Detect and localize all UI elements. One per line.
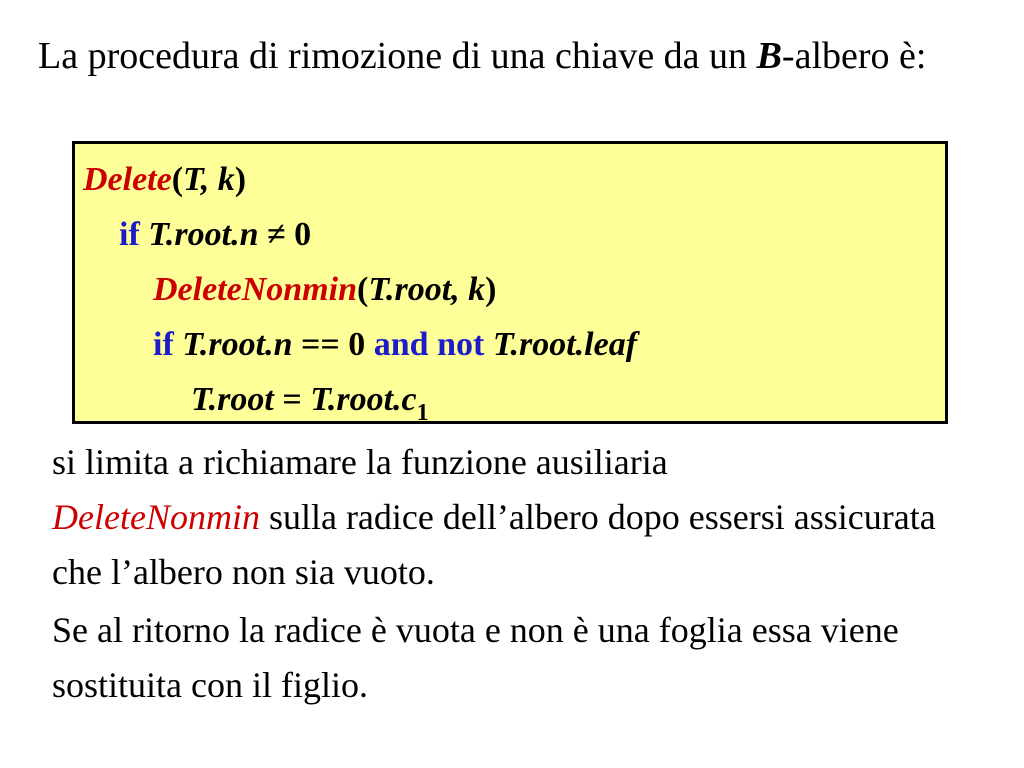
function-name-deletenonmin: DeleteNonmin bbox=[153, 271, 357, 308]
pseudocode-box bbox=[72, 141, 948, 424]
condition-operator: ≠ 0 bbox=[258, 216, 312, 253]
intro-text bbox=[38, 28, 998, 84]
intro-text-before: La procedura di rimozione di una chiave da un bbox=[38, 35, 757, 77]
close-paren: ) bbox=[485, 271, 497, 308]
keyword-not: not bbox=[437, 326, 485, 363]
paragraph-line-1: si limita a richiamare la funzione ausiliaria bbox=[52, 442, 668, 482]
code-line-5 bbox=[191, 380, 429, 426]
condition-expression: T.root.n bbox=[148, 216, 259, 253]
function-name-delete: Delete bbox=[83, 161, 172, 198]
condition-rhs: T.root.leaf bbox=[492, 326, 638, 363]
assignment-subscript: 1 bbox=[416, 400, 429, 426]
paragraph-rest: sulla radice dell’albero dopo essersi assicurata che l’albero non sia vuoto. bbox=[52, 497, 936, 592]
keyword-if: if bbox=[153, 326, 174, 363]
condition-operator: == 0 bbox=[292, 326, 374, 363]
function-args: T, k bbox=[183, 161, 235, 198]
code-line-1 bbox=[83, 160, 246, 200]
paragraph-conclusion: Se al ritorno la radice è vuota e non è una foglia essa viene sostituita con il figlio. bbox=[52, 610, 899, 705]
function-name-inline: DeleteNonmin bbox=[52, 497, 260, 537]
keyword-and: and bbox=[373, 326, 429, 363]
close-paren: ) bbox=[234, 161, 247, 198]
keyword-if: if bbox=[119, 216, 140, 253]
assignment-operator: = bbox=[273, 381, 311, 418]
paragraph-description bbox=[52, 435, 992, 600]
assignment-lhs: T.root bbox=[191, 381, 274, 418]
code-line-4 bbox=[153, 325, 637, 365]
condition-lhs: T.root.n bbox=[182, 326, 293, 363]
code-line-3 bbox=[153, 270, 496, 310]
open-paren: ( bbox=[171, 161, 184, 198]
intro-bold-letter: B bbox=[756, 35, 782, 77]
function-args: T.root, k bbox=[368, 271, 486, 308]
intro-text-after: -albero è: bbox=[781, 35, 927, 77]
open-paren: ( bbox=[356, 271, 369, 308]
code-line-2 bbox=[119, 215, 311, 255]
assignment-rhs: T.root.c bbox=[310, 381, 417, 418]
